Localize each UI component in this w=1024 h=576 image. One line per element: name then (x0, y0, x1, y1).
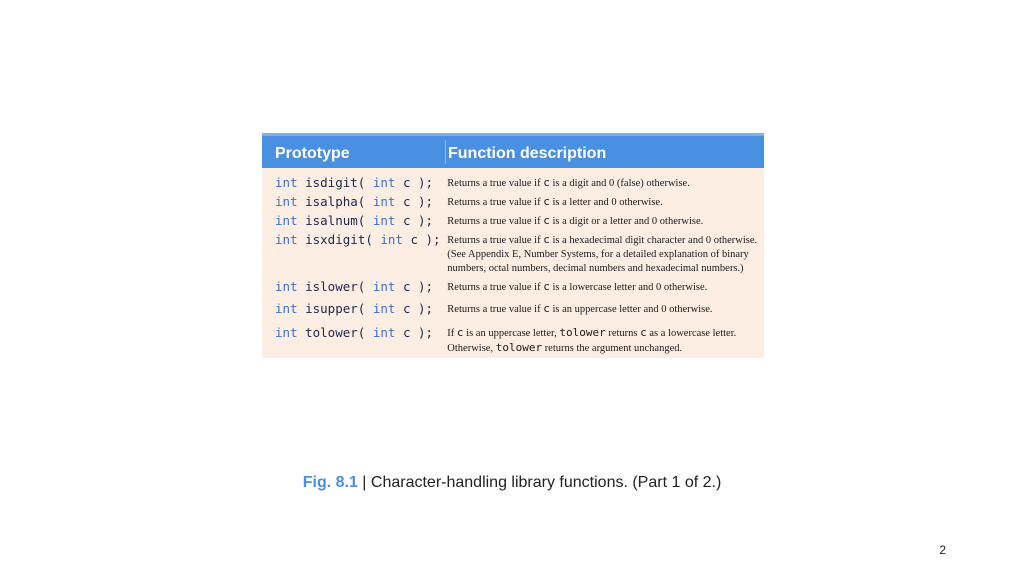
param-type: int (372, 175, 396, 190)
return-type: int (275, 194, 298, 209)
function-name: islower( (305, 279, 366, 294)
param-type: int (372, 213, 396, 228)
prototype-cell (262, 279, 447, 295)
param-name: c ); (402, 279, 434, 294)
param-name: c ); (402, 194, 434, 209)
function-name: isalpha( (305, 194, 366, 209)
inline-code: c (543, 214, 550, 227)
prototype-cell (262, 175, 447, 191)
description-text: If (447, 328, 457, 339)
param-name: c ); (402, 325, 434, 340)
description-cell (447, 232, 764, 276)
description-text: Returns a true value if (447, 216, 544, 227)
figure-label: Fig. 8.1 (302, 474, 358, 491)
prototype-cell (262, 213, 447, 229)
header-divider (445, 140, 446, 164)
table-row (262, 232, 764, 276)
param-type: int (372, 325, 396, 340)
description-text: Returns a true value if (447, 304, 544, 315)
param-name: c ); (402, 175, 434, 190)
inline-code: c (543, 176, 550, 189)
description-text: is an uppercase letter, (463, 328, 560, 339)
return-type: int (275, 175, 298, 190)
inline-code: c (543, 302, 550, 315)
description-text: returns (605, 328, 641, 339)
table-body (262, 168, 764, 358)
inline-code: c (543, 233, 550, 246)
param-type: int (372, 301, 396, 316)
return-type: int (275, 301, 298, 316)
description-text: returns the argument unchanged. (542, 343, 683, 354)
table-row (262, 175, 764, 191)
description-text: Returns a true value if (447, 178, 544, 189)
description-text: is an uppercase letter and 0 otherwise. (549, 304, 713, 315)
description-text: Returns a true value if (447, 235, 544, 246)
description-cell (447, 175, 764, 191)
param-type: int (372, 194, 396, 209)
header-description: Function description (448, 145, 607, 162)
function-name: tolower( (305, 325, 366, 340)
inline-code: c (456, 326, 464, 339)
figure-caption (0, 474, 1024, 492)
prototype-cell (262, 301, 447, 317)
param-name: c ); (402, 301, 434, 316)
description-text: is a digit or a letter and 0 otherwise. (549, 216, 704, 227)
description-text: is a hexadecimal digit character and 0 otherwise. (See Appendix E, Number Systems, for a detailed explanation of binary numbers, octal numbers, decimal numbers and hexadecimal numbers.) (447, 235, 758, 274)
function-name: isupper( (305, 301, 366, 316)
return-type: int (275, 279, 298, 294)
description-text: Returns a true value if (447, 197, 544, 208)
table-row (262, 194, 764, 210)
header-prototype: Prototype (275, 145, 350, 162)
inline-code: c (543, 195, 550, 208)
prototype-cell (262, 194, 447, 210)
inline-code: c (640, 326, 647, 339)
description-text: is a digit and 0 (false) otherwise. (549, 178, 690, 189)
description-text: as a lowercase letter. Otherwise, (447, 328, 737, 354)
inline-code: tolower (559, 326, 606, 339)
table-row (262, 279, 764, 295)
function-name: isxdigit( (305, 232, 373, 247)
return-type: int (275, 325, 298, 340)
description-text: is a lowercase letter and 0 otherwise. (549, 282, 708, 293)
description-cell (447, 194, 764, 210)
param-type: int (372, 279, 396, 294)
caption-separator: | (357, 474, 371, 491)
param-name: c ); (402, 213, 434, 228)
function-name: isdigit( (305, 175, 366, 190)
character-functions-table (262, 133, 764, 358)
table-row (262, 301, 764, 317)
inline-code: c (543, 280, 550, 293)
return-type: int (275, 213, 298, 228)
description-cell (447, 301, 764, 317)
description-cell (447, 279, 764, 295)
page-number: 2 (939, 543, 946, 557)
param-name: c ); (410, 232, 441, 247)
table-row (262, 213, 764, 229)
description-cell (447, 213, 764, 229)
param-type: int (380, 232, 403, 247)
caption-text: Character-handling library functions. (Part 1 of 2.) (370, 474, 722, 491)
prototype-cell (262, 325, 447, 341)
description-text: is a letter and 0 otherwise. (549, 197, 663, 208)
prototype-cell (262, 232, 447, 248)
description-text: Returns a true value if (447, 282, 544, 293)
function-name: isalnum( (305, 213, 366, 228)
return-type: int (275, 232, 298, 247)
table-row (262, 325, 764, 356)
description-cell (447, 325, 764, 356)
table-header (262, 133, 764, 168)
inline-code: tolower (495, 341, 543, 354)
